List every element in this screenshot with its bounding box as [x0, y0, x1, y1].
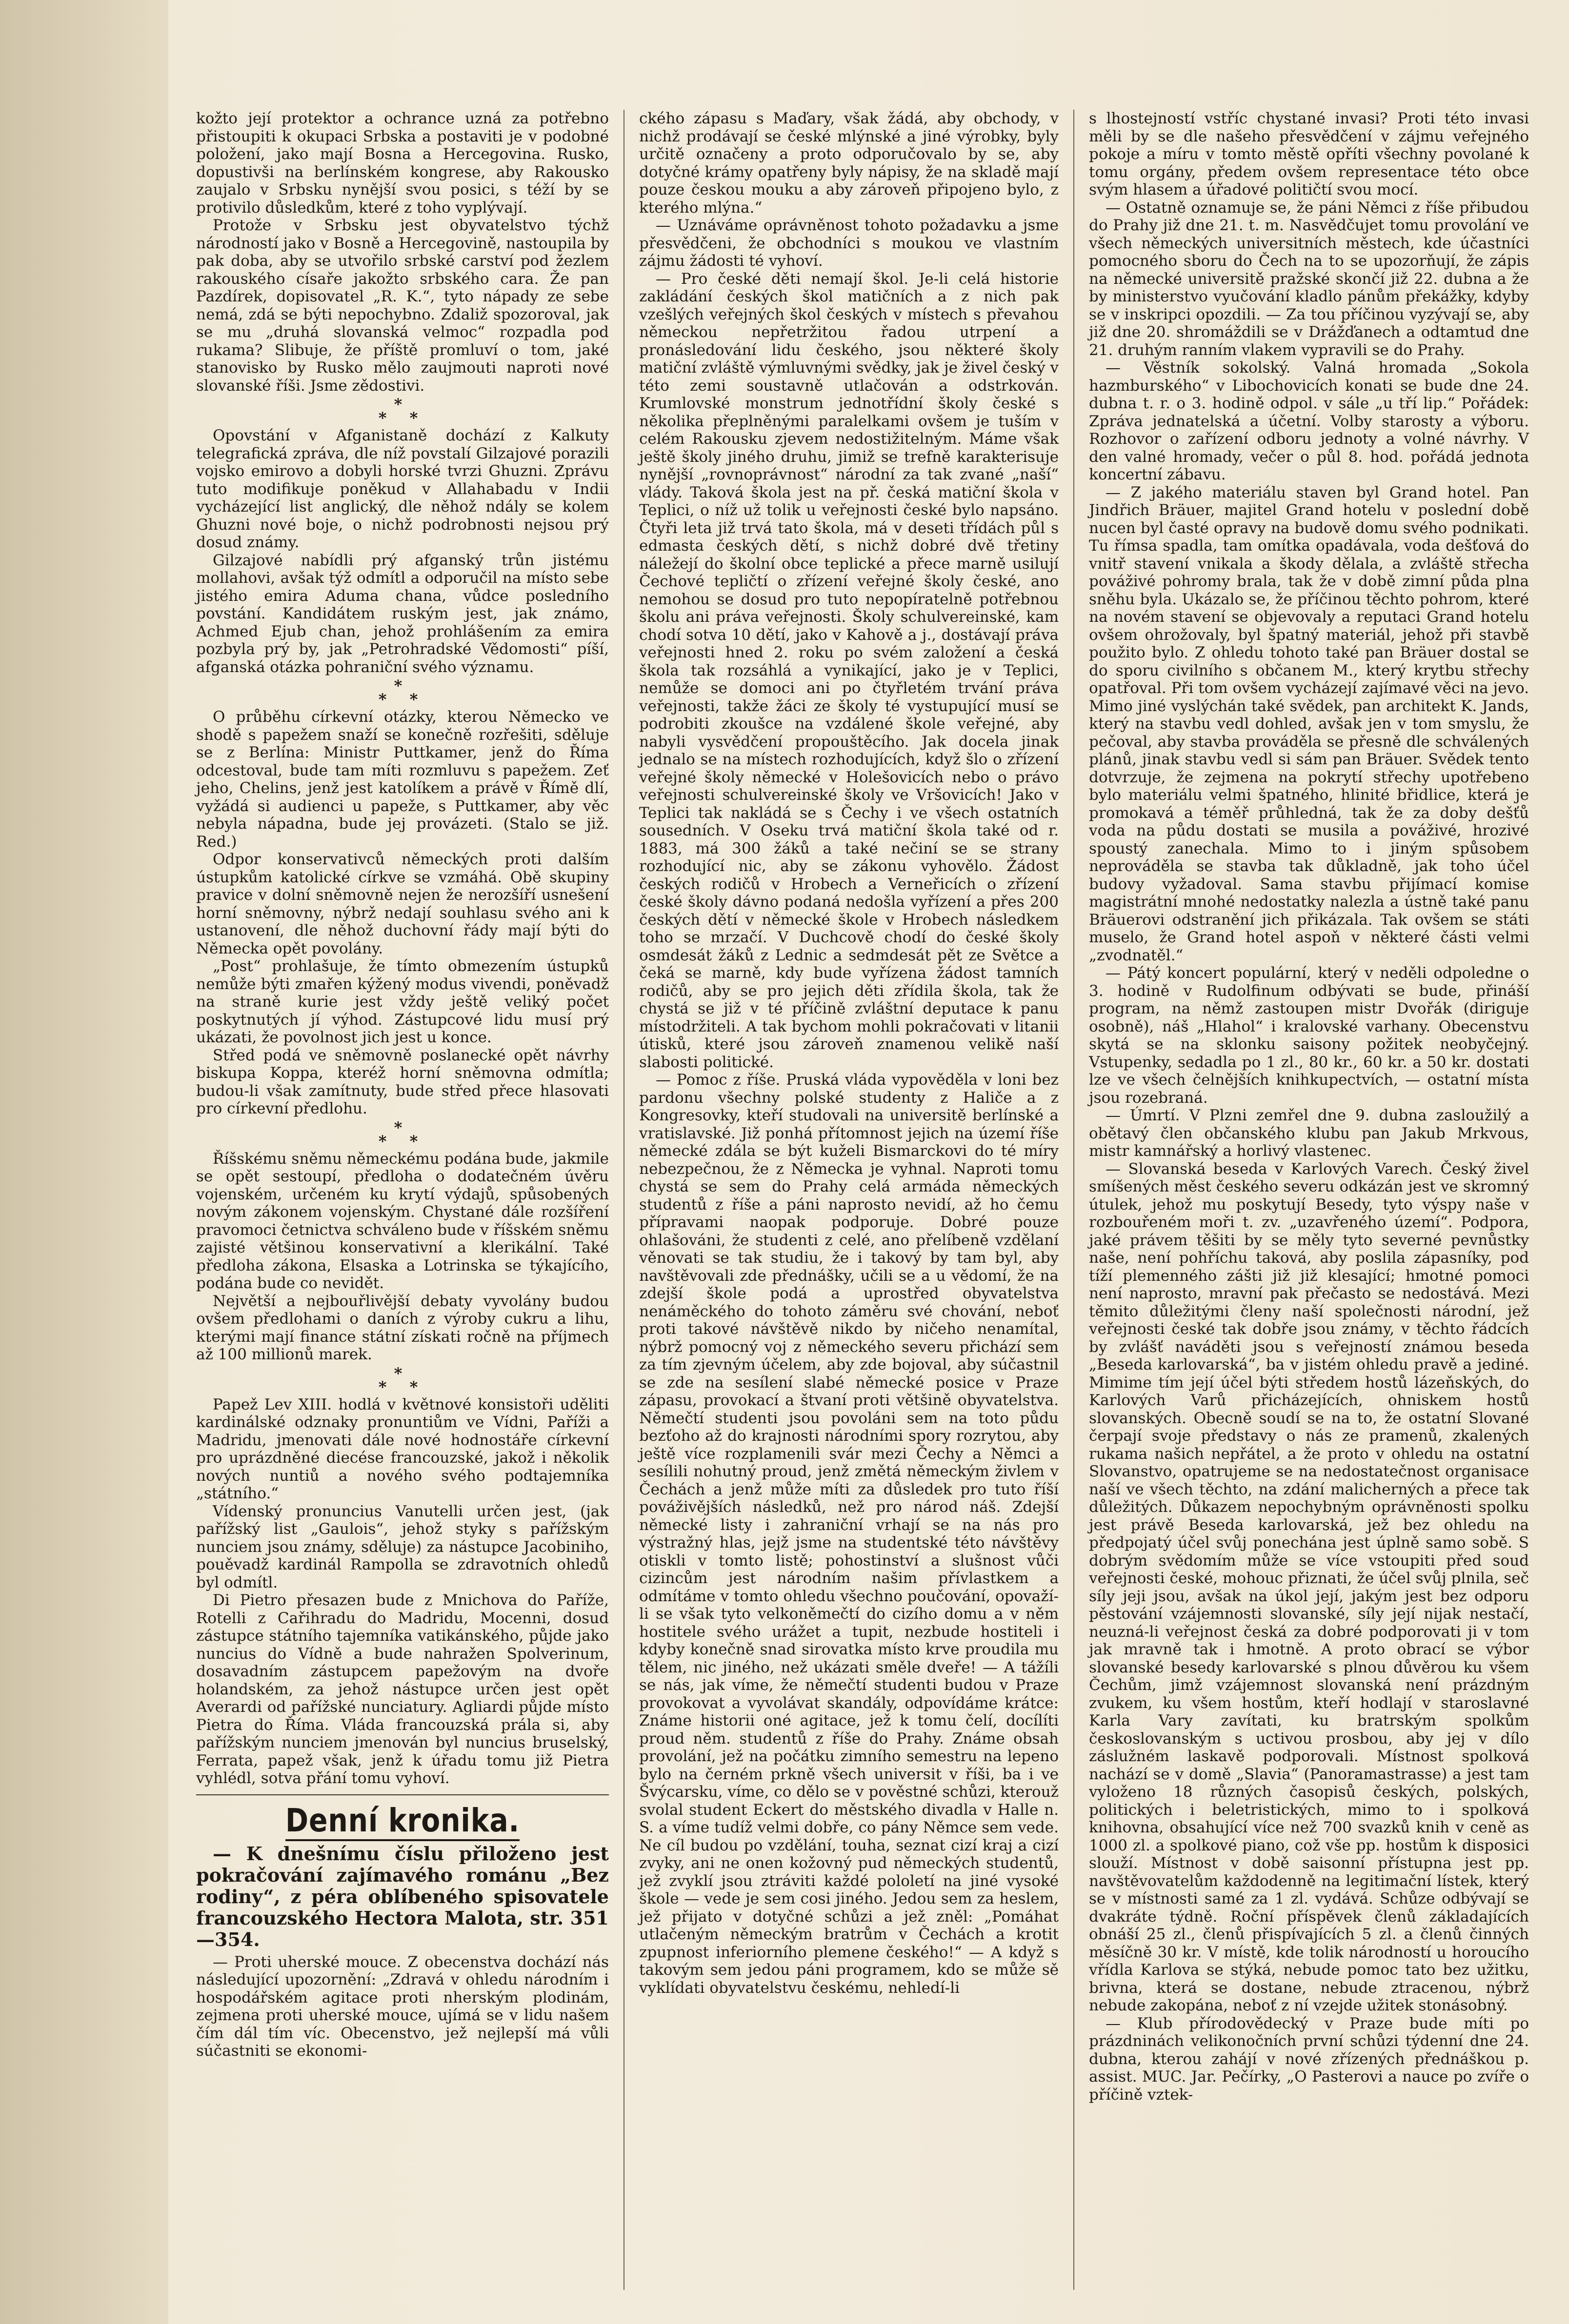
article-paragraph: kožto její protektor a ochrance uzná za potřebno přistoupiti k okupaci Srbska a postaviti je v podobné položení, jako mají Bosna a Hercegovina. Rusko, dopustivši na berlínském kongrese, aby Rakousko zaujalo v Srbsku nynější svou posici, s téží by se protivilo důsledkům, které z toho vyplývají. [196, 110, 609, 217]
article-paragraph: Opovstání v Afganistaně dochází z Kalkuty telegrafická zpráva, dle níž povstalí Gilzajové porazili vojsko emirovo a dobyli horské tvrzi Ghuzni. Zprávu tuto modifikuje poněkud v Allahabadu v Indii vycházející list anglický, dle něhož ndály se kolem Ghuzni nové boje, o nichž podrobnosti nejsou prý dosud známy. [196, 427, 609, 551]
section-divider-stars: * * * [378, 1364, 427, 1396]
article-paragraph: — Věstník sokolský. Valná hromada „Sokola hazmburského“ v Libochovicích konati se bude dne 24. dubna t. r. o 3. hodině odpol. v sále „u tří lip.“ Pořádek: Zpráva jednatelská a účetní. Volby starosty a výboru. Rozhovor o zařízení odboru jednoty a volné návrhy. V den valné hromady, večer o půl 8. hod. pořádá jednota koncertní zábavu. [1089, 359, 1529, 483]
article-paragraph: — Slovanská beseda v Karlových Varech. Český živel smíšených měst českého severu odkázán jest ve skromný útulek, jehož mu poskytují Besedy, tyto výspy naše v rozbouřeném moři t. zv. „uzavřeného území“. Podpora, jaké právem těšiti by se měly tyto severné pevnůstky naše, není pohříchu taková, aby poslila zápasníky, pod tíží plemenného zášti již již klesající; hmotné pomoci není naprosto, mravní pak přečasto se nedostává. Mezi těmito důležitými členy naší společnosti národní, jež veřejnosti české tak dobře jsou známy, v těchto řádcích by zvlášť naváděti jsou s veřejností známou beseda „Beseda karlovarská“, ba v jistém ohledu pravě a jediné. Mimime tím její účel býti středem hostů lázeňských, do Karlových Varů přicházejících, ohniskem hostů slovanských. Obecně soudí se na to, že ostatní Slované čerpají svoje představy o nás ze pramenů, zkalených rukama našich nepřátel, a že proto v ohledu na ostatní Slovanstvo, opatrujeme se na nedostatečnost organisace naší ve všech těchto, na zdání malicherných a přece tak důležitých. Důkazem nepochybným oprávněnosti spolku jest právě Beseda karlovarská, jež bez ohledu na předpojatý účel svůj ponechána jest úplně samo sobě. S dobrým svědomím může se více vstoupiti před soud veřejnosti české, mohouc přiznati, že účel svůj plnila, seč síly jeji jsou, avšak na úkol její, jakým jest bez odporu pěstování vzájemnosti slovanské, síly její nijak nestačí, neuzná-li veřejnost česká za dobré podporovati ji v tom jak mravně tak i hmotně. A proto obrací se výbor slovanské besedy karlovarské s plnou důvěrou ku všem Čechům, jimž vzájemnost slovanská není prázdným zvukem, ku všem hostům, kteří hodlají v staroslavné Karla Vary zavítati, ku bratrským spolkům českoslovanským s uctivou prosbou, aby jej v dílo záslužném laskavě podporovali. Místnost spolková nachází se v domě „Slavia“ (Panoramastrasse) a jest tam vyloženo 18 různých časopisů českých, polských, politických i beletristických, mimo to i spolková knihovna, obsahující více než 700 svazků knih v ceně as 1000 zl. a spolkové piano, což vše pp. hostům k disposici slouží. Místnost v době saisonní přístupna jest pp. navštěvovatelům každodenně na legitimační lístek, který se v místnosti samé za 1 zl. vydává. Schůze odbývají se dvakráte týdně. Roční příspěvek členů základajících obnáší 25 zl., členů přispívajících 5 zl. a členů činných měsíčně 30 kr. V místě, kde tolik národností u horoucího vřídla Karlova se stýká, nebude pomoc tato bez užitku, brivna, která se dostane, nebude ztracenou, nýbrž nebude zakopána, neboť z ní vzejde užitek stonásobný. [1089, 1160, 1529, 2014]
article-paragraph: — Pomoc z říše. Pruská vláda vypověděla v loni bez pardonu všechny polské studenty z Haliče a z Kongresovky, kteří studovali na universitě berlínské a vratislavské. Již ponhá přítomnost jejich na území říše německé zdála se být kuželi Bismarckovi do té míry nebezpečnou, že z Německa je vyhnal. Naproti tomu chystá se sem do Prahy celá armáda německých studentů z říše a páni naprosto nevidí, až ho čemu přípravami naopak podporuje. Dobré pouze ohlašováni, že studenti z celé, ano přelíbeně vzdělaní věnovati se tak studiu, že i takový by tam byl, aby navštěvovali zde přednášky, učili se a u vědomí, že na zdejší škole podá a uprostřed obyvatelstva nenáměckého do tohoto záměru své chování, neboť proti takové návštěvě nikdo by ničeho nenamítal, nýbrž pomocný voj z německého severu přichází sem za tím zjevným účelem, aby zde bojoval, aby súčastnil se zde na sesílení slabé německé posice v Praze zápasu, provokací a štvaní proti většině obyvatelstva. Němečtí studenti jsou povoláni sem na toto půdu bezťoho až do krajnosti národními spory rozrytou, aby ještě více rozplamenili svár mezi Čechy a Němci a sesílili nohutný proud, jenž změtá německým živlem v Čechách a jenž může míti za důsledek pro tuto říší pováživějších následků, než pro národ náš. Zdejší německé listy i zahraniční vrhají se na nás pro výstražný hlas, jejž jsme na studentské této návštěvy otiskli v tomto listě; pohostinství a slušnost vůči cizincům jest národním našim přívlastkem a odmítáme v tomto ohledu všechno poučování, opovaží-li se však tyto velkoněmečtí do cizího domu a v něm hostitele svého urážet a tupit, nezbude hostiteli i kdyby konečně snad sirovatka místo krve proudila mu tělem, nic jiného, než ukázati směle dveře! — A tážíli se nás, jak víme, že němečtí studenti budou v Praze provokovat a vyvolávat skandály, odpovídáme krátce: Známe historii oné agitace, jež k tomu čelí, docílíti proud něm. studentů z říše do Prahy. Známe obsah provolání, jež na počátku zimního semestru na lepeno bylo na černém prkně všech universit v říši, ba i ve Švýcarsku, víme, co dělo se v pověstné schůzi, kterouž svolal student Eckert do městského divadla v Halle n. S. a víme tudíž velmi dobře, co pány Němce sem vede. Ne cíl budou po vzdělání, touha, seznat cizí kraj a cizí zvyky, ani ne onen kožovný pud německých studentů, jež zvyklí jsou ztráviti každé pololetí na jiné vysoké škole — vede je sem cosi jiného. Jedou sem za heslem, jež přijato v dotyčné schůzi a jež zněl: „Pomáhat utlačeným německým bratrům v Čechách a krotit zpupnost inferiorního plemene českého!“ — A když s takovým sem jedou páni programem, kdo se může sě vyklídati obyvatelstvu českému, nehledí-li [639, 1071, 1059, 1997]
article-paragraph: Říšskému sněmu německému podána bude, jakmile se opět sestoupí, předloha o dodatečném úvěru vojenském, určeném ku krytí výdajů, spůsobených novým zákonem vojenským. Chystané dále rozšíření pravomoci četnictva schváleno bude v říšském sněmu zajisté většinou konservativní a klerikální. Také předloha zákona, Elsaska a Lotrinska se týkajícího, podána bude co nevidět. [196, 1150, 609, 1292]
section-divider-stars: * * * [378, 676, 427, 709]
article-paragraph: ckého zápasu s Maďary, však žádá, aby obchody, v nichž prodávají se české mlýnské a jiné výrobky, byly určitě označeny a proto odporučovalo by se, aby dotyčné krámy opatřeny byly nápisy, že na skladě mají pouze českou mouku a aby zároveň připojeno bylo, z kterého mlýna.“ [639, 110, 1059, 217]
article-paragraph: „Post“ prohlašuje, že tímto obmezením ústupků nemůže býti zmařen kýžený modus vivendi, poněvadž na straně kurie jest vždy ještě veliký počet poskytnutých jí výhod. Zástupcové lidu musí prý ukázati, že povolnost jich jest u konce. [196, 957, 609, 1046]
column-3 [1073, 110, 1544, 2290]
article-paragraph: Odpor konservativců německých proti dalším ústupkům katolické církve se vzmáhá. Obě skupiny pravice v dolní sněmovně nejen že nerozšíří usnešení horní sněmovny, nýbrž nedají souhlasu svého ani k ustanovení, dle něhož duchovní řády mají býti do Německa opět povolány. [196, 851, 609, 957]
article-paragraph: — Pro české děti nemají škol. Je-li celá historie zakládání českých škol matičních a z nich pak vzešlých veřejných škol českých v místech s převahou německou nepřetržitou řadou utrpení a pronásledování lidu českého, jsou některé školy matiční zvláště výmluvnými svědky, jak je živel český v této zemi soustavně utlačován a odstrkován. Krumlovské monstrum jednotřídní školy české s několika přeplněnými paralelkami ovšem je tuším v celém Rakousku zjevem nedostižitelným. Máme však ještě školy jiného druhu, jimiž se trefně karakterisuje nynější „rovnoprávnost“ národní za tak zvané „naší“ vlády. Taková škola jest na př. česká matiční škola v Teplici, o níž už tolik u veřejnosti české bylo napsáno. Čtyři leta již trvá tato škola, má v deseti třídách půl s edmasta českých dětí, s nichž dobré dvě třetiny náležejí do školní obce teplické a přece marně usilují Čechové tepličtí o zřízení veřejné školy české, ano nemohou se dosud pro tuto nepopíratelně potřebnou školu ani práva veřejnosti. Školy schulvereinské, kam chodí sotva 10 dětí, jako v Kahově a j., dostávají práva veřejnosti hned 2. roku po svém založení a česká škola tak rozsáhlá a vynikající, jako je v Teplici, nemůže se domoci ani po čtyřletém trvání práva veřejnosti, takže žáci ze školy té vystupující musí se podrobiti zkoušce na vzdálené škole veřejné, aby nabyli vysvědčení propouštěcího. Jak docela jinak jednalo se na místech rozhodujících, když šlo o zřízení veřejné školy německé v Holešovicích nebo o právo veřejnosti schulvereinské školy ve Vršovicích! Jako v Teplici tak nakládá se s Čechy i ve všech ostatních sousedních. V Oseku trvá matiční škola také od r. 1883, má 300 žáků a také nečiní se se strany rozhodující nic, aby se zákonu vyhovělo. Žádost českých rodičů v Hrobech a Verneřicích o zřízení české školy dávno podaná nedošla vyřízení a přes 200 českých dětí v německé škole v Hrobech následkem toho se mrzačí. V Duchcově chodí do české školy osmdesát žáků z Lednic a sedmdesát pět ze Světce a čeká se marně, kdy bude vyřízena žádost tamních rodičů, aby se pro jejich děti zřídila škola, tak že chystá se již v té příčině zvláštní deputace k panu místodržiteli. A tak bychom mohli pokračovati v litanii útisků, které jsou zároveň znamenou velikě naší slabosti politické. [639, 270, 1059, 1071]
section-rule [196, 1794, 609, 1795]
article-paragraph: — Z jakého materiálu staven byl Grand hotel. Pan Jindřich Bräuer, majitel Grand hotelu v poslední době nucen byl časté opravy na budově domu svého podnikati. Tu římsa spadla, tam omítka opadávala, voda dešťová do vnitř stavení vnikala a škody dělala, a zvláště střecha pováživé pohromy brala, tak že v době zimní půda plna sněhu byla. Ukázalo se, že příčinou těchto pohrom, které na novém stavení se objevovaly a reputaci Grand hotelu ovšem ohrožovaly, byl špatný materiál, jehož při stavbě použito bylo. Z ohledu tohoto také pan Bräuer dostal se do sporu civilního s občanem M., který krytbu střechy opatřoval. Při tom ovšem vycházejí zajímavé věci na jevo. Mimo jiné vyslýchán také svědek, pan architekt K. Jands, který na stavbu vedl dohled, avšak jen v tom smyslu, že pečoval, aby stavba prováděla se přesně dle schválených plánů, jinak stavbu vedl si sám pan Bräuer. Svědek tento dotvrzuje, že zejmena na pokrytí střechy upotřebeno bylo materiálu velmi špatného, hlinité břidlice, která je promokavá a téměř průhledná, tak že za doby dešťů voda na půdu dostati se musila a pováživé, hrozivé spoustý zanechala. Mimo to i jiným spůsobem neprováděla se stavba tak důkladně, jak toho účel budovy vyžadoval. Sama stavbu přijímací komise magistrátní mnohé nedostatky nalezla a ústně také panu Bräuerovi odstranění jich přikázala. Tak ovšem se státi muselo, že Grand hotel aspoň v některé části velmi „zvodnatěl.“ [1089, 483, 1529, 964]
article-paragraph: s lhostejností vstříc chystané invasi? Proti této invasi měli by se dle našeho přesvědčení v zájmu veřejného pokoje a míru v tomto městě opříti všechny povolané k tomu orgány, předem ovšem representace této obce svým hlasem a úřadové političtí svou mocí. [1089, 110, 1529, 199]
article-paragraph: Gilzajové nabídli prý afganský trůn jistému mollahovi, avšak týž odmítl a odporučil na místo sebe jistého emira Aduma chana, vůdce posledního povstání. Kandidátem ruským jest, jak známo, Achmed Ejub chan, jehož prohlášením za emira pozbyla prý by, jak „Petrohradské Vědomosti“ píší, afganská otázka pohraniční svého významu. [196, 551, 609, 676]
article-paragraph: — Proti uherské mouce. Z obecenstva dochází nás následující upozornění: „Zdravá v ohledu národním i hospodářském agitace proti nherským plodinám, zejmena proti uherské mouce, ujímá se v lidu našem čím dál tím víc. Obecenstvo, jež nejlepší má vůli súčastniti se ekonomi- [196, 1953, 609, 2060]
page-gutter-shadow [0, 0, 168, 2324]
article-paragraph: — Úmrtí. V Plzni zemřel dne 9. dubna zasloužilý a obětavý člen občanského klubu pan Jakub Mrkvous, mistr kamnářský a horlivý vlastenec. [1089, 1107, 1529, 1160]
article-paragraph: Protože v Srbsku jest obyvatelstvo týchž národností jako v Bosně a Hercegovině, nastoupila by pak doba, aby se utvořilo srbské carství pod žezlem rakouského císaře jakožto srbského cara. Že pan Pazdírek, dopisovatel „R. K.“, tyto nápady ze sebe nemá, zdá se býti nepochybno. Zdaliž spozoroval, jak se mu „druhá slovanská velmoc“ rozpadla pod rukama? Slibuje, že příště promluví o tom, jaké stanovisko by Rusko mělo zaujmouti naproti nové slovanské říši. Jsme zědostivi. [196, 217, 609, 395]
article-paragraph: Vídenský pronuncius Vanutelli určen jest, (jak pařížský list „Gaulois“, jehož styky s pařížským nunciem jsou známy, sděluje) za nástupce Jacobiniho, pouěvadž kardinál Rampolla se zdravotních ohledů byl odmítl. [196, 1502, 609, 1591]
section-heading [225, 1800, 580, 1841]
article-paragraph: — Pátý koncert populární, který v neděli odpoledne o 3. hodině v Rudolfinum odbývati se bude, přináší program, na němž zastoupen mistr Dvořák (diriguje osobně), náš „Hlahol“ i kralovské varhany. Obecenstvu skytá se na sklonku saisony požitek neobyčejný. Vstupenky, sedadla po 1 zl., 80 kr., 60 kr. a 50 kr. dostati lze ve všech čelnějších knihkupectvích, — ostatní místa jsou rozebraná. [1089, 964, 1529, 1107]
article-paragraph: Papež Lev XIII. hodlá v květnové konsistoři uděliti kardinálské odznaky pronuntiům ve Vídni, Paříži a Madridu, jmenovati dále nové hodnostáře církevní pro uprázdněné diecése francouzské, jakož i několik nových nuntiů a nového svého podtajemníka „státního.“ [196, 1395, 609, 1502]
article-paragraph: — Klub přírodovědecký v Praze bude míti po prázdninách velikonočních první schůzi týdenní dne 24. dubna, kterou zahájí v nové zřízených přednáškou p. assist. MUC. Jar. Pečírky, „O Pasterovi a nauce po zvíře o příčině vztek- [1089, 2014, 1529, 2104]
article-paragraph: — Uznáváme oprávněnost tohoto požadavku a jsme přesvědčeni, že obchodníci s moukou ve vlastním zájmu žádosti té vyhoví. [639, 217, 1059, 270]
article-paragraph: Střed podá ve sněmovně poslanecké opět návrhy biskupa Koppa, kteréž horní sněmovna odmítla; budou-li však zamítnuty, bude střed přece hlasovati pro církevní předlohu. [196, 1046, 609, 1117]
article-paragraph: — Ostatně oznamuje se, že páni Němci z říše přibudou do Prahy již dne 21. t. m. Nasvědčujet tomu provolání ve všech německých universitních městech, kde účastníci pomocného sboru do Čech na to se upozorňují, že zápis na německé universitě pražské skončí již 22. dubna a že by ministerstvo vyučování kladlo pánům překážky, kdyby se v inskripci opozdili. — Za tou příčinou vyzývají se, aby již dne 20. shromáždili se v Drážďanech a odtamtud dne 21. druhým ranním vlakem vypravili se do Prahy. [1089, 199, 1529, 359]
supplement-notice [196, 1843, 609, 1950]
column-1 [181, 110, 624, 2290]
section-heading-text: Denní kronika. [285, 1802, 520, 1841]
article-paragraph: — K dnešnímu číslu přiloženo jest pokračování zajímavého románu „Bez rodiny“, z péra oblíbeného spisovatele francouzského Hectora Malota, str. 351—354. [196, 1842, 609, 1950]
column-2 [624, 110, 1073, 2290]
article-paragraph: Největší a nejbouřlivější debaty vyvolány budou ovšem předlohami o daních z výroby cukru a lihu, kterými mají finance státní získati ročně na příjmech až 100 millionů marek. [196, 1292, 609, 1363]
article-paragraph: Di Pietro přesazen bude z Mnichova do Paříže, Rotelli z Cařihradu do Madridu, Mocenni, dosud zástupce státního tajemníka vatikánského, půjde jako nuncius do Vídně a bude nahražen Spolverinum, dosavadním zástupcem papežovým na dvoře holandském, za jehož nástupce určen jest opět Averardi od pařížské nunciatury. Agliardi půjde místo Pietra do Říma. Vláda francouzská prála si, aby pařížským nunciem jmenován byl nuncius bruselský, Ferrata, papež však, jenž k úřadu tomu již Pietra vyhlédl, sotva přání tomu vyhoví. [196, 1591, 609, 1787]
text-columns [181, 110, 1544, 2290]
section-divider-stars: * * * [378, 395, 427, 427]
article-paragraph: O průběhu církevní otázky, kterou Německo ve shodě s papežem snaží se konečně rozřešiti, sděluje se z Berlína: Ministr Puttkamer, jenž do Říma odcestoval, bude tam míti rozmluvu s papežem. Zeť jeho, Chelins, jenž jest katolíkem a právě v Římě dlí, vyžádá si audienci u papeže, s Puttkamer, aby věc nebyla nápadna, bude jej provázeti. (Stalo se již. Red.) [196, 708, 609, 851]
section-divider-stars: * * * [378, 1118, 427, 1151]
